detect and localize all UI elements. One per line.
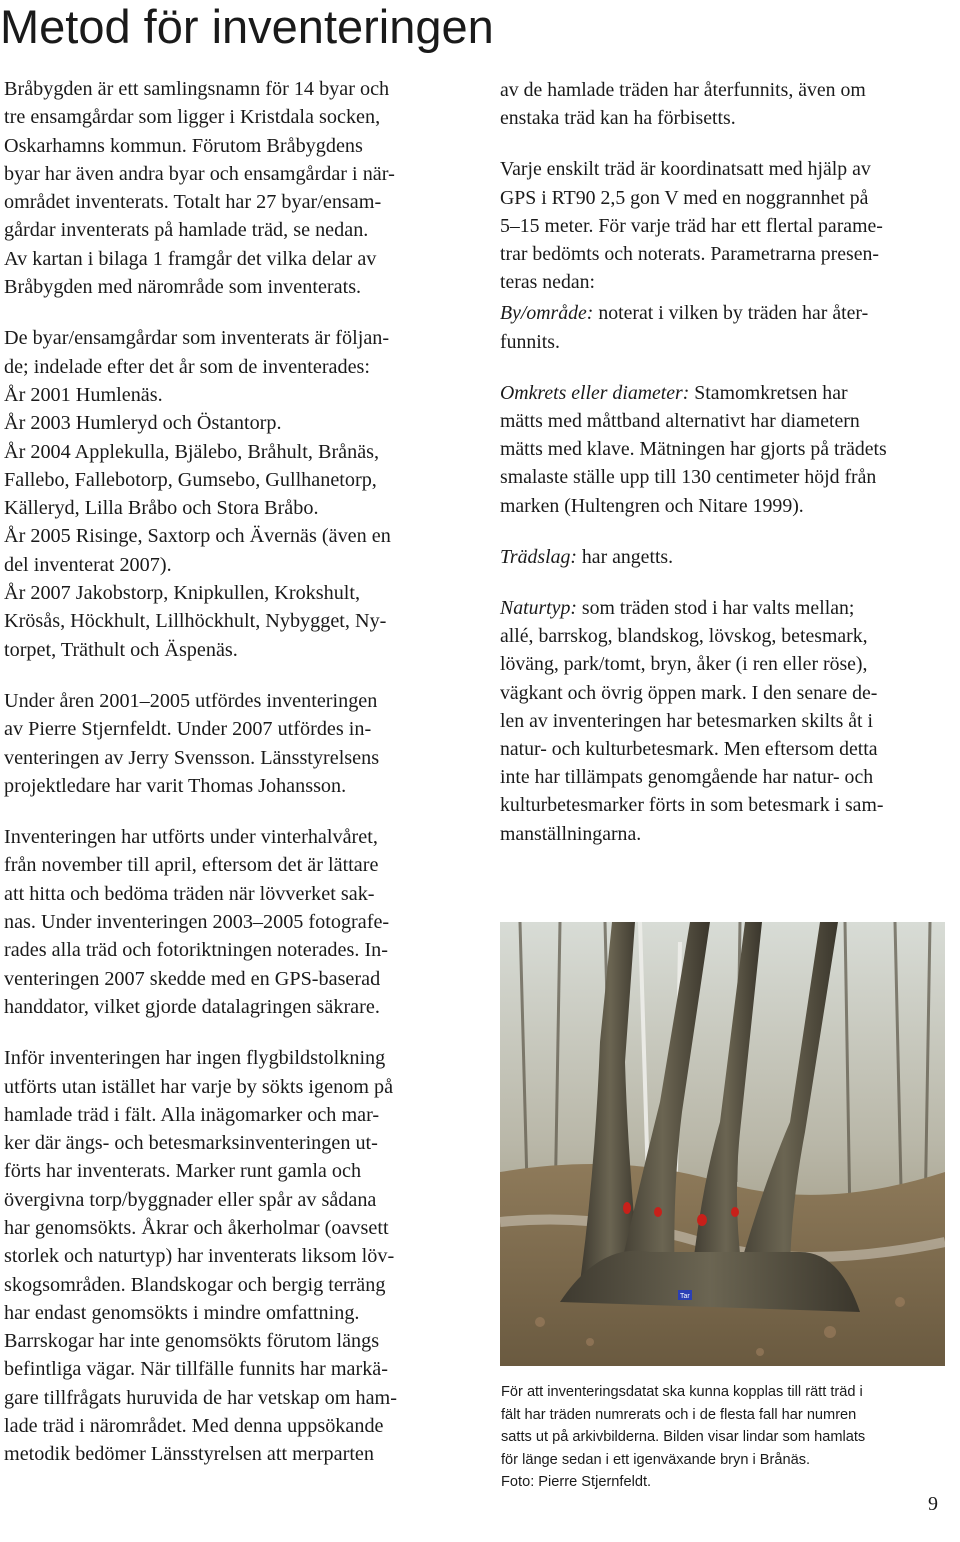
- parameter-text: noterat i vilken by träden har åter-: [593, 302, 869, 325]
- text-line: Barrskogar har inte genomsökts förutom längs: [4, 1330, 380, 1353]
- parameter-species: [500, 543, 952, 571]
- tree-photo-illustration: [500, 922, 945, 1366]
- photo-caption: [501, 1381, 951, 1494]
- text-line: gårdar inventerats på hamlade träd, se nedan.: [4, 219, 369, 242]
- parameter-nature-type: [500, 594, 952, 848]
- right-column: [500, 76, 952, 871]
- text-line: Fallebo, Fallebotorp, Gumsebo, Gullhanetorp,: [4, 468, 377, 491]
- text-line: byar har även andra byar och ensamgårdar i när-: [4, 162, 395, 185]
- text-line: smalaste ställe upp till 130 centimeter höjd från: [500, 466, 877, 489]
- text-line: ker där ängs- och betesmarksinventeringen ut-: [4, 1132, 378, 1155]
- text-line: År 2005 Risinge, Saxtorp och Ävernäs (även en: [4, 525, 391, 548]
- parameter-term: Omkrets eller diameter:: [500, 381, 690, 404]
- text-line: har endast genomsökts i mindre omfattning.: [4, 1301, 360, 1324]
- text-line: venteringen av Jerry Svensson. Länsstyrelsens: [4, 746, 380, 769]
- parameter-term: Naturtyp:: [500, 597, 577, 620]
- parameter-term: Trädslag:: [500, 545, 577, 568]
- text-line: Bråbygden är ett samlingsnamn för 14 byar och: [4, 78, 390, 100]
- parameter-text: har angetts.: [576, 545, 674, 568]
- text-line: löväng, park/tomt, bryn, åker (i ren eller röse),: [500, 653, 868, 676]
- text-line: torpet, Träthult och Äspenäs.: [4, 638, 238, 661]
- caption-line: För att inventeringsdatat ska kunna kopplas till rätt träd i: [501, 1384, 863, 1400]
- caption-line: satts ut på arkivbilderna. Bilden visar lindar som hamlats: [501, 1429, 866, 1445]
- parameter-term: By/område:: [500, 302, 594, 325]
- gps-paragraph: [500, 155, 952, 296]
- villages-paragraph: [4, 324, 454, 664]
- text-line: År 2003 Humleryd och Östantorp.: [4, 412, 282, 435]
- text-line: befintliga vägar. När tillfälle funnits har markä-: [4, 1358, 388, 1381]
- intro-paragraph: [4, 75, 454, 301]
- tree-photo: [500, 922, 945, 1366]
- text-line: lade träd i närområdet. Med denna uppsökande: [4, 1415, 384, 1438]
- text-line: skogsområden. Blandskogar och bergig terräng: [4, 1273, 386, 1296]
- text-line: del inventerat 2007).: [4, 553, 172, 576]
- parameter-text: Stamomkretsen har: [689, 381, 848, 404]
- text-line: av de hamlade träden har återfunnits, även om: [500, 79, 866, 101]
- text-line: tre ensamgårdar som ligger i Kristdala socken,: [4, 106, 381, 129]
- text-line: nas. Under inventeringen 2003–2005 fotografe-: [4, 911, 390, 934]
- text-line: [500, 594, 952, 622]
- caption-line: för länge sedan i ett igenväxande bryn i Brånäs.: [501, 1451, 811, 1468]
- text-line: utförts utan istället har varje by sökts igenom på: [4, 1075, 394, 1098]
- parameter-circumference: [500, 379, 952, 520]
- text-line: len av inventeringen har betesmarken skilts åt i: [500, 709, 873, 732]
- text-line: övergivna torp/byggnader eller spår av sådana: [4, 1188, 377, 1211]
- text-line: handdator, vilket gjorde datalagringen säkrare.: [4, 995, 380, 1018]
- text-line: natur- och kulturbetesmark. Men eftersom detta: [500, 738, 878, 761]
- continuation-paragraph: [500, 76, 952, 132]
- text-line: rades alla träd och fotoriktningen noterades. In-: [4, 939, 388, 962]
- page-number: 9: [928, 1493, 938, 1515]
- text-line: vägkant och övrig öppen mark. I den senare de-: [500, 681, 878, 704]
- text-line: marken (Hultengren och Nitare 1999).: [500, 494, 804, 517]
- text-line: allé, barrskog, blandskog, lövskog, betesmark,: [500, 625, 868, 648]
- text-line: projektledare har varit Thomas Johansson.: [4, 774, 347, 797]
- text-line: från november till april, eftersom det är lättare: [4, 854, 379, 877]
- text-line: kulturbetesmarker förts in som betesmark i sam-: [500, 794, 884, 817]
- text-line: Under åren 2001–2005 utfördes inventeringen: [4, 689, 378, 712]
- text-line: 5–15 meter. För varje träd har ett flertal parame-: [500, 214, 883, 237]
- text-line: [500, 379, 952, 407]
- text-line: Inför inventeringen har ingen flygbildstolkning: [4, 1047, 386, 1070]
- text-line: enstaka träd kan ha förbisetts.: [500, 107, 736, 130]
- text-line: mätts med klave. Mätningen har gjorts på trädets: [500, 438, 887, 461]
- season-paragraph: [4, 823, 454, 1021]
- text-line: hamlade träd i fält. Alla inägomarker och mar-: [4, 1103, 380, 1126]
- text-line: Krösås, Höckhult, Lillhöckhult, Nybygget, Ny-: [4, 610, 387, 633]
- page-title: Metod för inventeringen: [0, 0, 494, 53]
- text-line: de; indelade efter det år som de inventerades:: [4, 355, 371, 378]
- text-line: manställningarna.: [500, 822, 642, 845]
- text-line: metodik bedömer Länsstyrelsen att merparten: [4, 1443, 374, 1466]
- text-line: [500, 543, 952, 571]
- text-line: mätts med måttband alternativt har diametern: [500, 410, 860, 433]
- text-line: De byar/ensamgårdar som inventerats är följan-: [4, 327, 390, 350]
- text-line: Varje enskilt träd är koordinatsatt med hjälp av: [500, 158, 871, 181]
- text-line: teras nedan:: [500, 271, 596, 294]
- text-line: Inventeringen har utförts under vinterhalvåret,: [4, 826, 378, 849]
- text-line: Bråbygden med närområde som inventerats.: [4, 276, 362, 299]
- text-line: trar bedömts och noterats. Parametrarna presen-: [500, 243, 879, 266]
- text-line: av Pierre Stjernfeldt. Under 2007 utfördes in-: [4, 718, 372, 741]
- text-line: att hitta och bedöma träden när lövverket sak-: [4, 882, 375, 905]
- text-line: har genomsökts. Åkrar och åkerholmar (oavsett: [4, 1216, 389, 1239]
- text-line: området inventerats. Totalt har 27 byar/ensam-: [4, 191, 382, 214]
- text-line: [500, 299, 952, 327]
- text-line: År 2007 Jakobstorp, Knipkullen, Krokshult,: [4, 582, 361, 605]
- parameter-text: som träden stod i har valts mellan;: [576, 597, 855, 620]
- text-line: gare tillfrågats huruvida de har vetskap om ham-: [4, 1386, 397, 1409]
- text-line: förts har inventerats. Marker runt gamla och: [4, 1160, 362, 1183]
- text-line: funnits.: [500, 330, 560, 353]
- text-line: storlek och naturtyp) har inventerats liksom löv-: [4, 1245, 395, 1268]
- inventory-staff-paragraph: [4, 687, 454, 800]
- caption-line: fält har träden numrerats och i de flesta fall har numren: [501, 1406, 857, 1423]
- text-line: År 2001 Humlenäs.: [4, 383, 163, 406]
- parameter-village: [500, 299, 952, 355]
- text-line: venteringen 2007 skedde med en GPS-baserad: [4, 967, 381, 990]
- text-line: GPS i RT90 2,5 gon V med en noggrannhet på: [500, 186, 869, 209]
- text-line: Av kartan i bilaga 1 framgår det vilka delar av: [4, 247, 377, 270]
- text-line: År 2004 Applekulla, Bjälebo, Bråhult, Brånäs,: [4, 440, 380, 463]
- text-line: inte har tillämpats genomgående har natur- och: [500, 766, 874, 789]
- tree-tag-label: Tar: [680, 1293, 690, 1300]
- photo-credit: Foto: Pierre Stjernfeldt.: [501, 1474, 652, 1490]
- left-column: [4, 75, 454, 1492]
- method-paragraph: [4, 1044, 454, 1468]
- text-line: Oskarhamns kommun. Förutom Bråbygdens: [4, 134, 363, 157]
- text-line: Källeryd, Lilla Bråbo och Stora Bråbo.: [4, 497, 319, 520]
